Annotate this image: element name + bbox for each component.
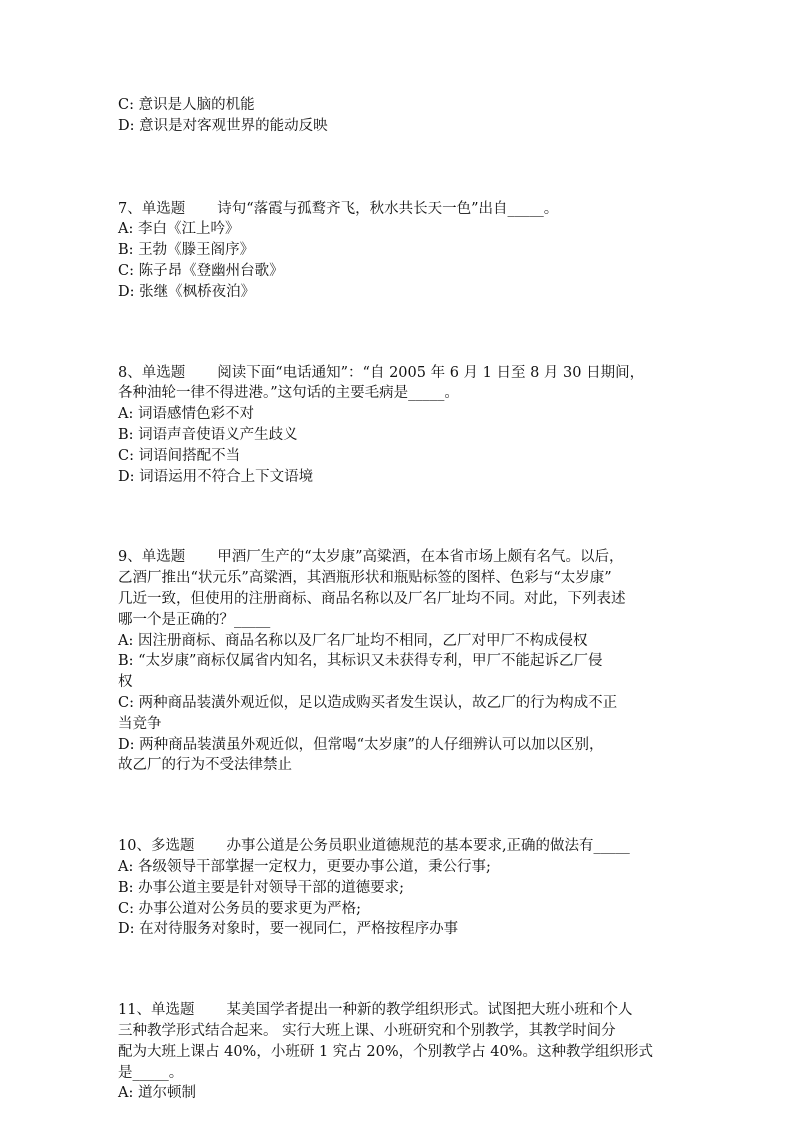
question-type: 单选题 (141, 549, 186, 566)
question-header (118, 836, 678, 857)
option-c: C: 陈子昂《登幽州台歌》 (118, 262, 284, 279)
question-number: 9、 (118, 549, 142, 566)
question-type: 单选题 (150, 1002, 195, 1019)
option-b: B: 词语声音使语义产生歧义 (118, 426, 298, 443)
question-10 (118, 836, 678, 940)
option-c: C: 两种商品装潢外观近似，足以造成购买者发生误认，故乙厂的行为构成不正 (118, 694, 618, 711)
option-d: D: 张继《枫桥夜泊》 (118, 283, 256, 300)
option-c: C: 词语间搭配不当 (118, 447, 241, 464)
carryover-options (118, 95, 678, 137)
question-8 (118, 363, 678, 488)
question-number: 8、 (118, 364, 142, 381)
question-stem-line: 乙酒厂推出“状元乐”高粱酒，其酒瓶形状和瓶贴标签的图样、色彩与“太岁康” (118, 570, 612, 587)
question-header (118, 547, 678, 568)
question-number: 7、 (118, 200, 142, 217)
question-stem-line: 配为大班上课占 40%，小班研 1 究占 20%，个别教学占 40%。这种教学组织形式 (118, 1043, 653, 1060)
question-stem: 甲酒厂生产的“太岁康”高粱酒，在本省市场上颇有名气。以后， (217, 549, 624, 566)
option-a: A: 道尔顿制 (118, 1085, 196, 1102)
option-d: D: 词语运用不符合上下文语境 (118, 468, 314, 485)
option-d: D: 两种商品装潢虽外观近似，但常喝“太岁康”的人仔细辨认可以加以区别， (118, 736, 604, 753)
question-header (118, 1000, 678, 1021)
question-type: 单选题 (141, 200, 186, 217)
question-stem-line: 几近一致，但使用的注册商标、商品名称以及厂名厂址均不同。对此，下列表述 (118, 590, 626, 607)
question-11 (118, 1000, 678, 1104)
question-stem-line: 是_____。 (118, 1064, 184, 1081)
question-number: 10、 (118, 838, 151, 855)
option-c: C: 意识是人脑的机能 (118, 97, 255, 113)
question-type: 单选题 (141, 364, 186, 381)
option-a: A: 各级领导干部掌握一定权力，更要办事公道，秉公行事; (118, 858, 491, 875)
question-stem: 某美国学者提出一种新的教学组织形式。试图把大班小班和个人 (226, 1002, 633, 1019)
option-d-cont: 故乙厂的行为不受法律禁止 (118, 757, 292, 774)
question-stem: 诗句“落霞与孤鹜齐飞，秋水共长天一色”出自_____。 (217, 200, 559, 217)
question-type: 多选题 (150, 838, 195, 855)
question-stem-line: 三种教学形式结合起来。 实行大班上课、小班研究和个别教学，其教学时间分 (118, 1022, 616, 1039)
option-b-cont: 权 (118, 674, 133, 691)
option-a: A: 李白《江上吟》 (118, 221, 240, 238)
question-header (118, 199, 678, 220)
question-9 (118, 547, 678, 776)
option-b: B: “太岁康”商标仅属省内知名，其标识又未获得专利，甲厂不能起诉乙厂侵 (118, 653, 603, 670)
option-c: C: 办事公道对公务员的要求更为严格; (118, 900, 361, 917)
question-stem: 阅读下面“电话通知”：“自 2005 年 6 月 1 日至 8 月 30 日期间， (217, 364, 645, 381)
document-page (118, 95, 678, 1104)
question-header (118, 363, 678, 384)
option-a: A: 词语感情色彩不对 (118, 406, 254, 423)
question-number: 11、 (118, 1002, 151, 1019)
option-d: D: 在对待服务对象时，要一视同仁，严格按程序办事 (118, 921, 459, 938)
option-b: B: 王勃《滕王阁序》 (118, 242, 255, 259)
question-stem-line: 各种油轮一律不得进港。”这句话的主要毛病是_____。 (118, 385, 459, 402)
option-c-cont: 当竞争 (118, 715, 162, 732)
option-a: A: 因注册商标、商品名称以及厂名厂址均不相同，乙厂对甲厂不构成侵权 (118, 632, 588, 649)
option-d: D: 意识是对客观世界的能动反映 (118, 117, 328, 134)
question-stem: 办事公道是公务员职业道德规范的基本要求,正确的做法有_____ (226, 838, 630, 855)
question-7 (118, 199, 678, 303)
question-stem-line: 哪一个是正确的？_____ (118, 611, 271, 628)
option-b: B: 办事公道主要是针对领导干部的道德要求; (118, 879, 405, 896)
